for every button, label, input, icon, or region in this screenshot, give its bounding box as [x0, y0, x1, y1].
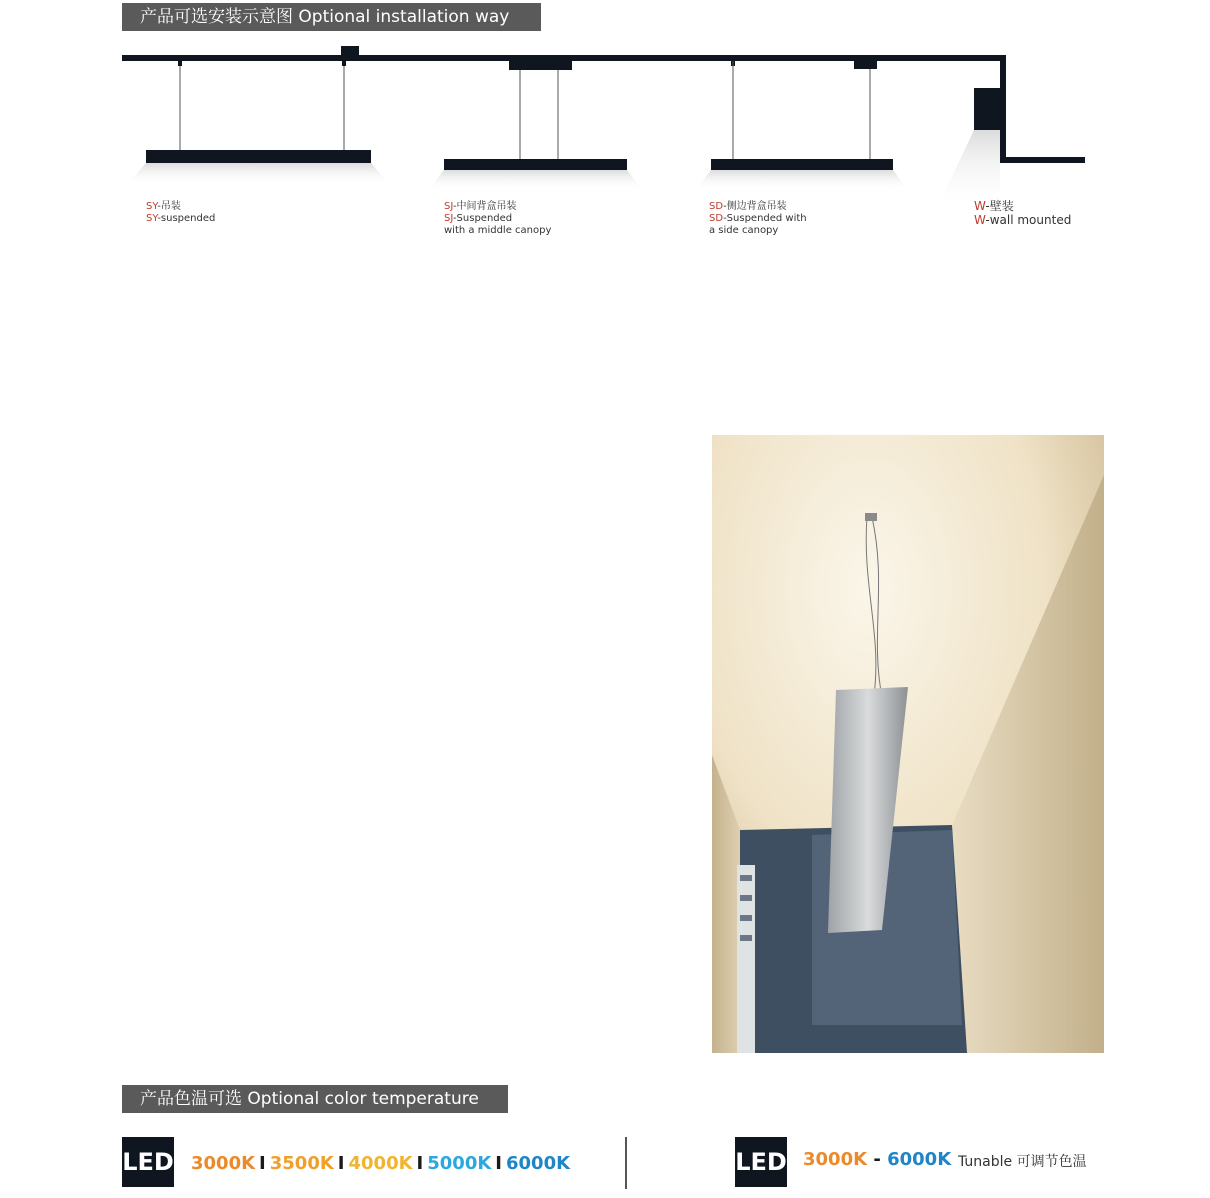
temp-option-3500k: 3500K [269, 1153, 334, 1174]
color-section-title: 产品色温可选 Optional color temperature [122, 1085, 508, 1113]
vertical-divider [625, 1137, 627, 1189]
sj-fixture [429, 61, 642, 190]
wall-line [1000, 55, 1006, 161]
temp-option-4000k: 4000K [348, 1153, 413, 1174]
caption-sy: SY-吊装 SY-suspended [146, 201, 216, 224]
separator: I [259, 1153, 266, 1174]
w-fixture [936, 88, 1000, 210]
caption-sd: SD-侧边背盒吊装 SD-Suspended with a side canopy [709, 201, 807, 236]
caption-w: W-壁装 W-wall mounted [974, 199, 1072, 227]
temp-option-6000k: 6000K [506, 1153, 571, 1174]
separator: I [337, 1153, 345, 1174]
ceiling-line [122, 55, 1004, 61]
installation-photo [712, 435, 1104, 1053]
led-badge-tunable: LED [735, 1137, 787, 1187]
tunable-dash: - [873, 1149, 881, 1170]
caption-sj: SJ-中间背盒吊装 SJ-Suspended with a middle canopy [444, 201, 552, 236]
led-badge-fixed: LED [122, 1137, 174, 1187]
separator: I [416, 1153, 424, 1174]
floor-line [1000, 157, 1085, 163]
tunable-temperature-range [803, 1149, 951, 1170]
sd-fixture [696, 60, 908, 190]
temp-option-5000k: 5000K [427, 1153, 492, 1174]
temp-option-3000k: 3000K [191, 1153, 256, 1174]
tunable-end: 6000K [887, 1149, 952, 1170]
fixed-temperature-list [191, 1153, 570, 1174]
tunable-label: Tunable 可调节色温 [958, 1154, 1087, 1170]
tunable-start: 3000K [803, 1149, 868, 1170]
installation-section-title: 产品可选安装示意图 Optional installation way [122, 3, 541, 31]
sy-fixture [127, 46, 390, 185]
separator: I [495, 1153, 502, 1174]
